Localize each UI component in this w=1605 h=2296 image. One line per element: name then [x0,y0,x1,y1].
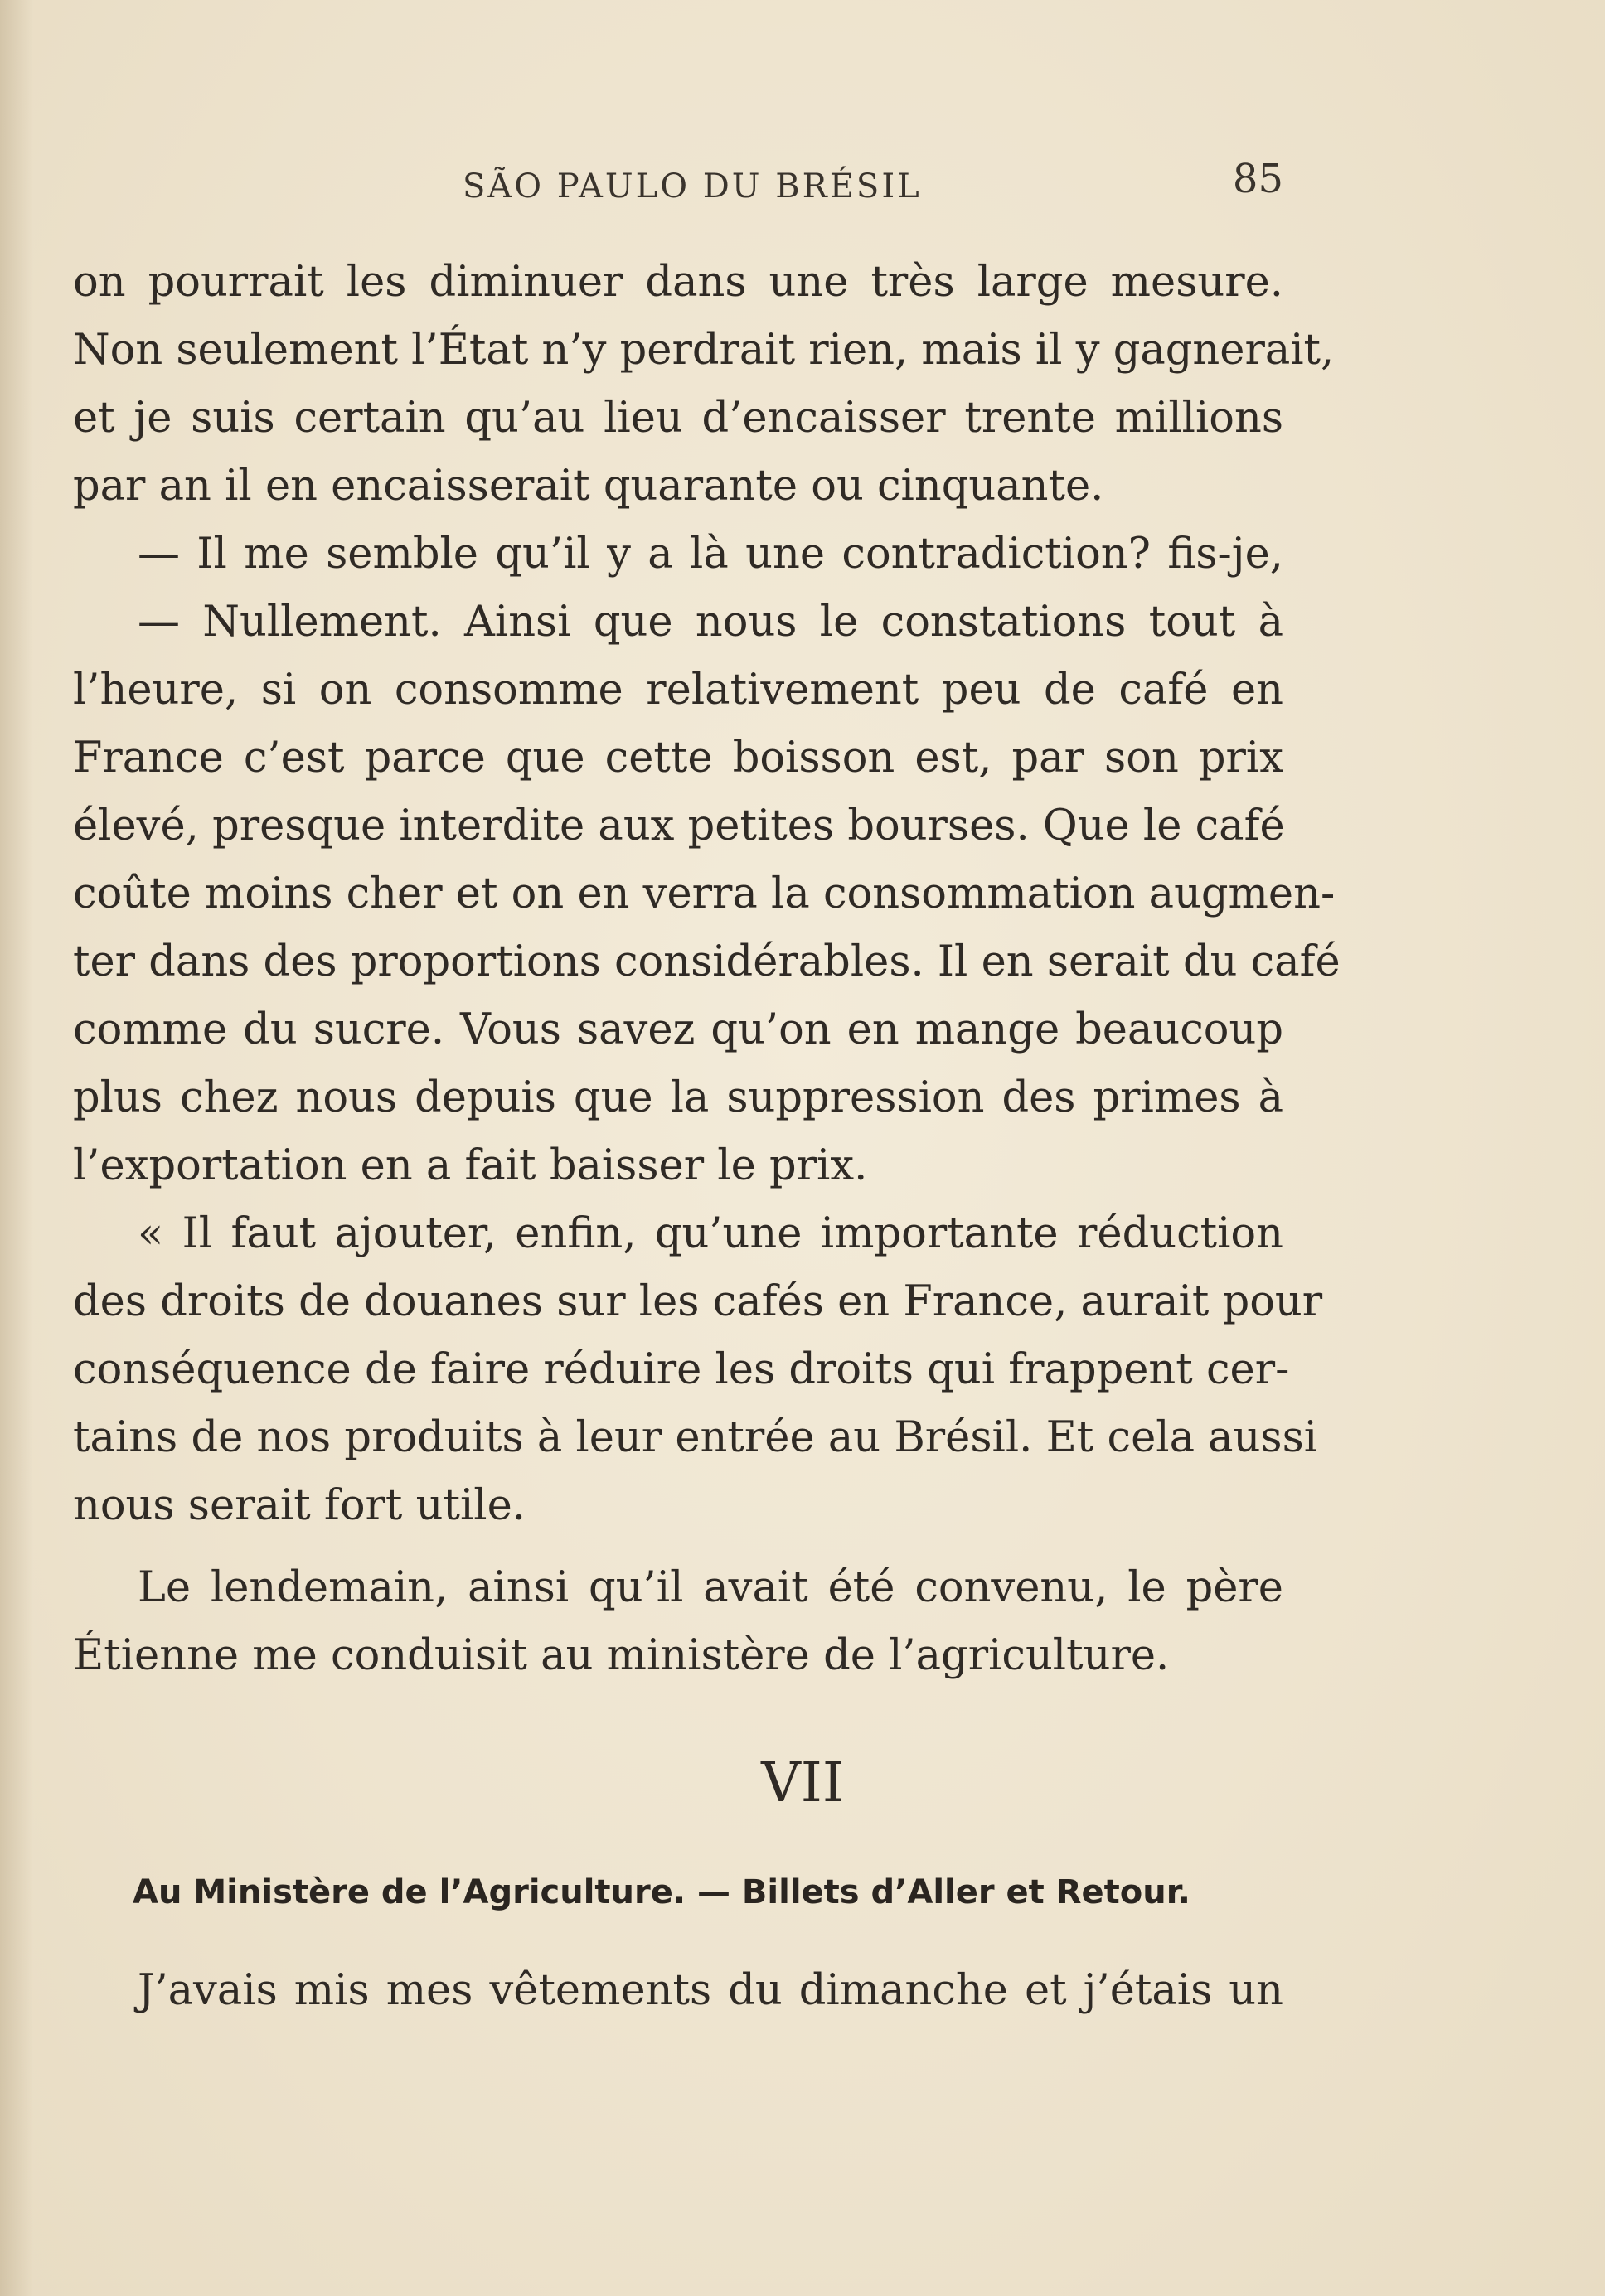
text-line: « Il faut ajouter, enfin, qu’une importante réduction [138,1209,1283,1258]
text-line: conséquence de faire réduire les droits qui frappent cer- [73,1345,1290,1394]
text-line: — Nullement. Ainsi que nous le constations tout à [138,598,1283,647]
text-line: des droits de douanes sur les cafés en France, aurait pour [73,1277,1323,1326]
page-number: 85 [1232,156,1283,202]
running-head [73,156,1283,214]
text-line: l’heure, si on consomme relativement peu de café en [73,666,1283,714]
text-line: Le lendemain, ainsi qu’il avait été convenu, le père [138,1563,1283,1612]
text-line: Étienne me conduisit au ministère de l’agriculture. [73,1631,1170,1680]
text-line: ter dans des proportions considérables. Il en serait du café [73,937,1341,986]
text-line: nous serait fort utile. [73,1481,526,1530]
chapter-opening [73,1957,1283,2025]
text-line: et je suis certain qu’au lieu d’encaisser trente millions [73,394,1283,443]
running-title: SÃO PAULO DU BRÉSIL [463,167,922,206]
text-line: France c’est parce que cette boisson est, par son prix [73,734,1283,782]
text-line: plus chez nous depuis que la suppression des primes à [73,1073,1283,1122]
body-text [73,249,1341,1540]
text-line: élevé, presque interdite aux petites bourses. Que le café [73,802,1285,850]
text-line: l’exportation en a fait baisser le prix. [73,1141,868,1190]
text-line: comme du sucre. Vous savez qu’on en mange beaucoup [73,1005,1283,1054]
text-line: Non seulement l’État n’y perdrait rien, mais il y gagnerait, [73,326,1335,375]
text-line: coûte moins cher et on en verra la consommation augmen- [73,869,1336,918]
chapter-number: VII [761,1751,844,1814]
text-line: J’avais mis mes vêtements du dimanche et j’étais un [138,1966,1283,2015]
text-line: on pourrait les diminuer dans une très large mesure. [73,258,1283,307]
text-line: tains de nos produits à leur entrée au Brésil. Et cela aussi [73,1413,1318,1462]
text-line: — Il me semble qu’il y a là une contradiction? fis-je, [138,530,1283,579]
chapter-title: Au Ministère de l’Agriculture. — Billets d’Aller et Retour. [133,1873,1190,1911]
text-line: par an il en encaisserait quarante ou cinquante. [73,462,1104,511]
closing-paragraph [73,1554,1283,1690]
